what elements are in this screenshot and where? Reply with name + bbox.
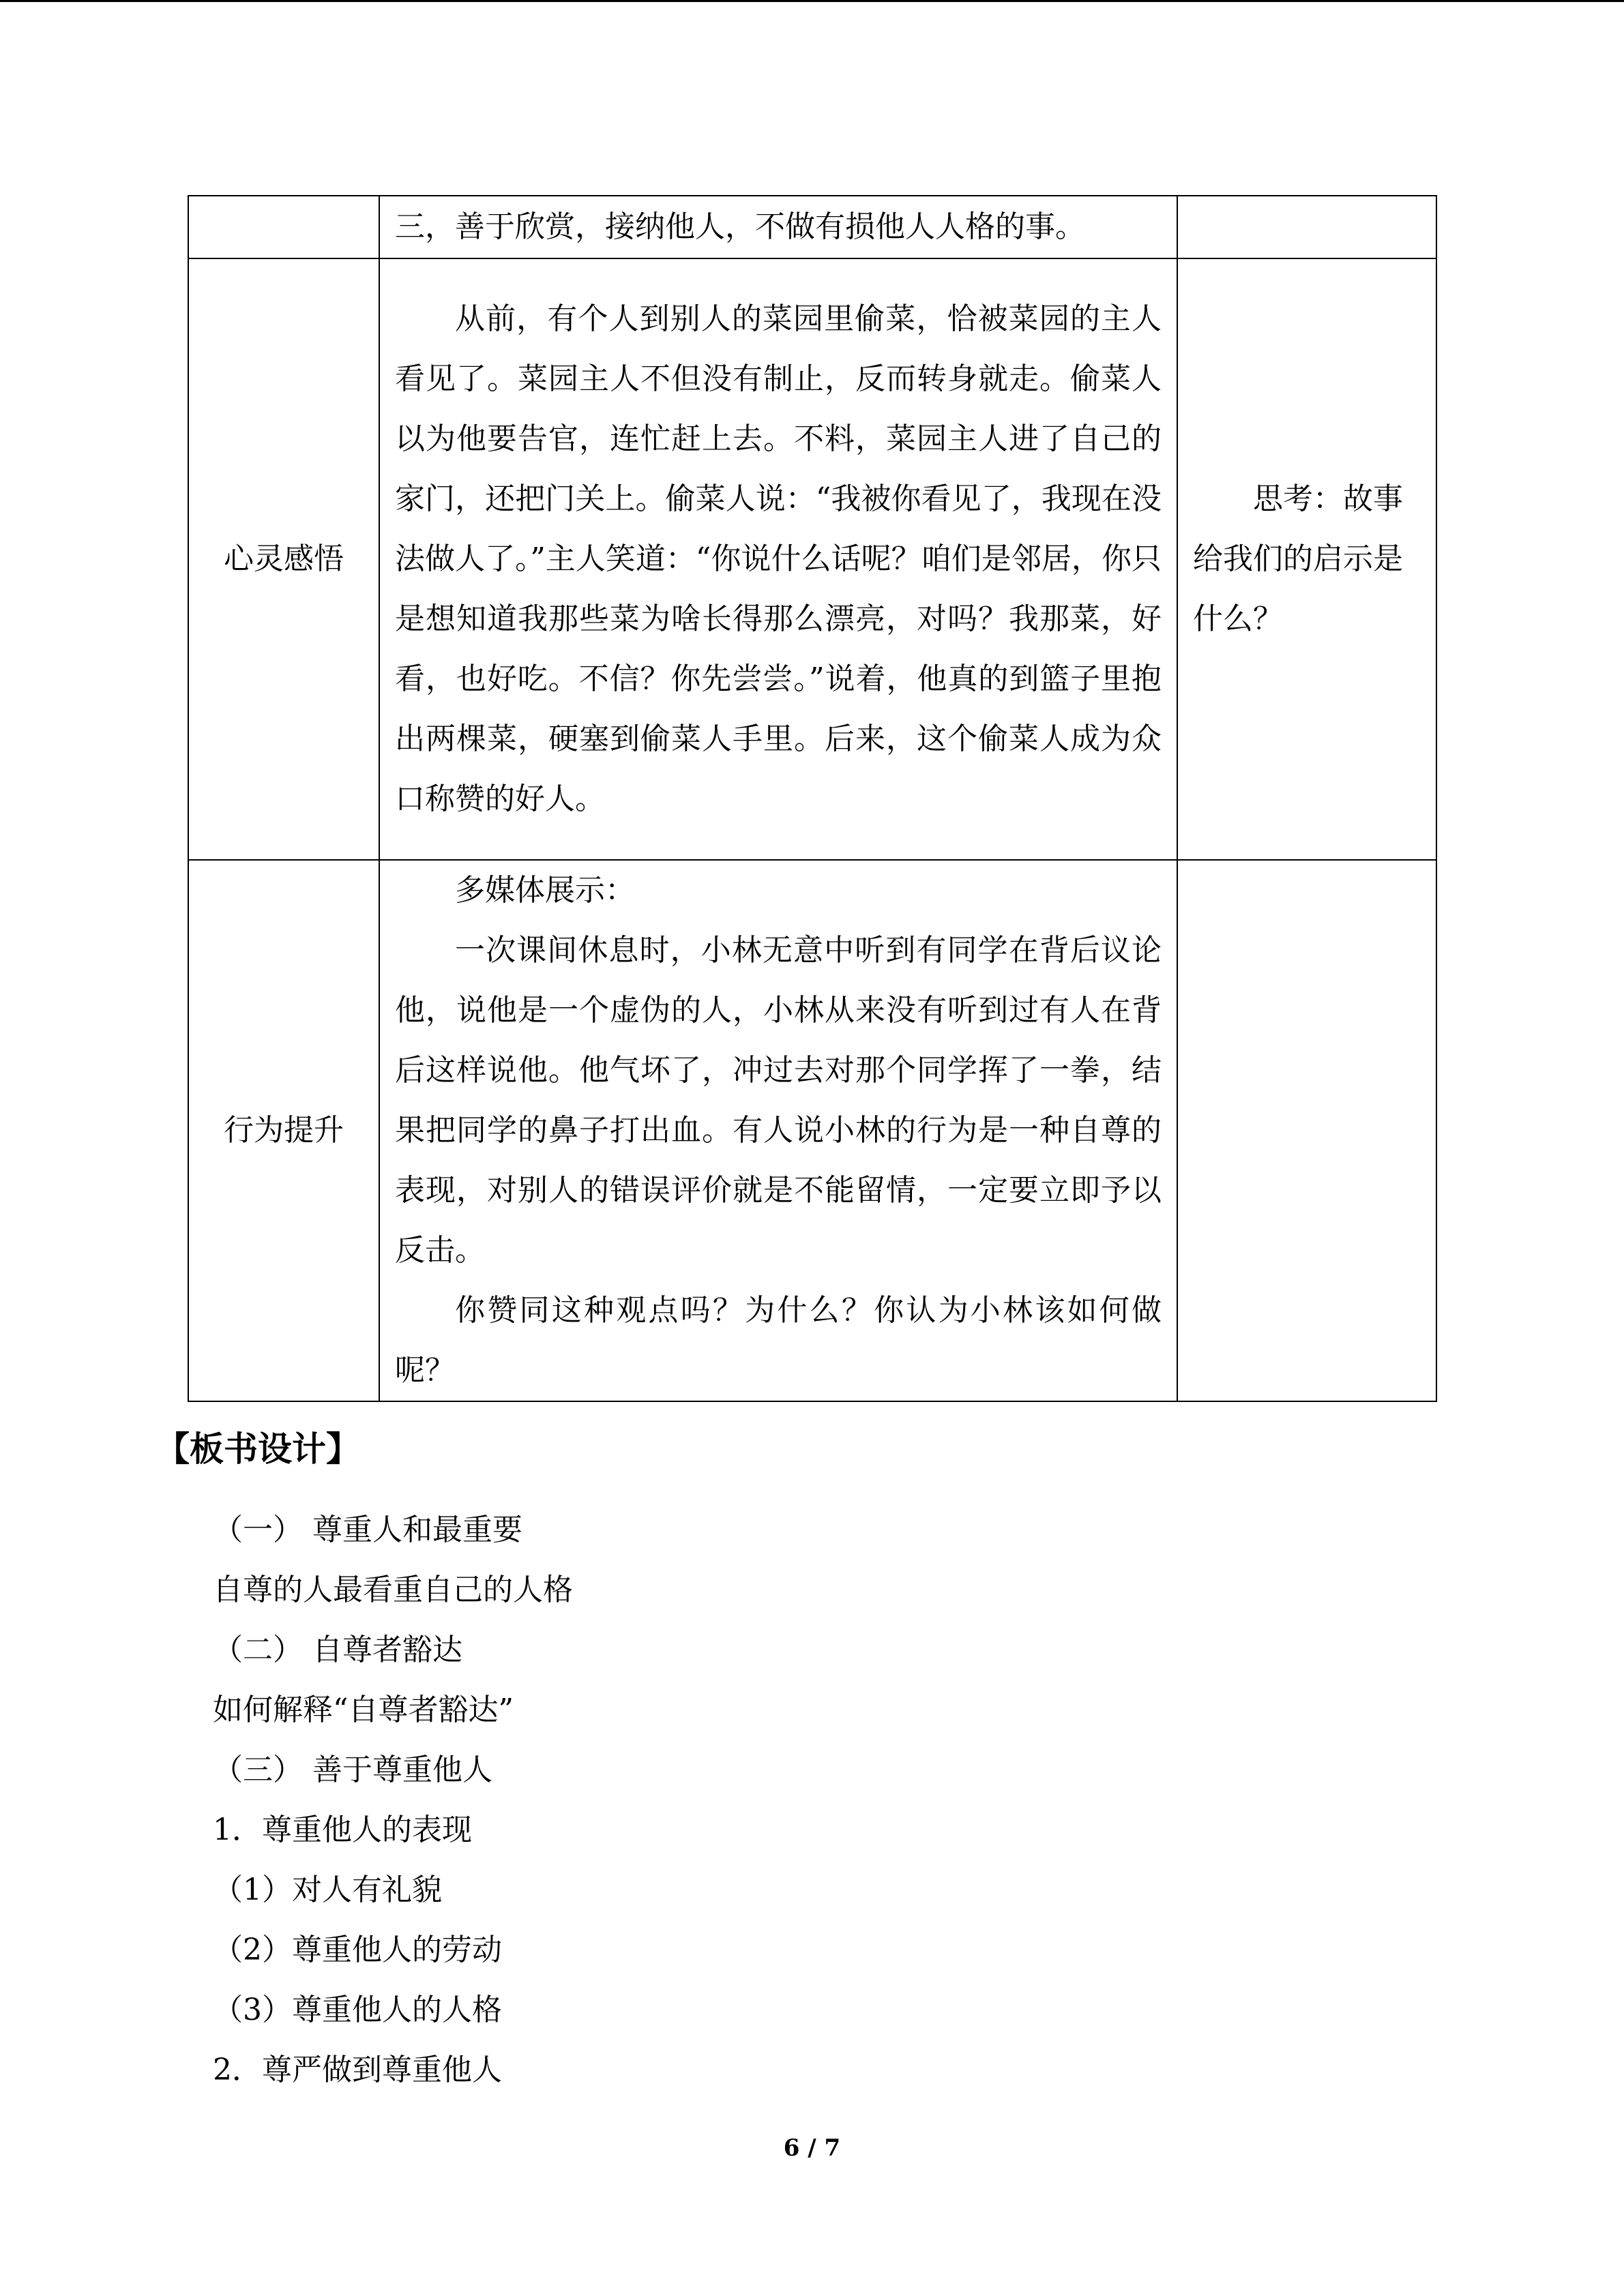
row-content <box>379 860 1177 1401</box>
note-text: 思考：故事给我们的启示是什么？ <box>1193 481 1403 636</box>
board-line: 1．尊重他人的表现 <box>213 1813 472 1847</box>
content-paragraph: 多媒体展示： <box>455 873 635 908</box>
row-content <box>379 196 1177 258</box>
table-row <box>188 258 1436 860</box>
table-row <box>188 860 1436 1401</box>
board-line: （3）尊重他人的人格 <box>213 1993 502 2027</box>
table-row <box>188 196 1436 258</box>
page-top-border <box>0 0 1624 2</box>
row-label: 行为提升 <box>188 860 379 1401</box>
board-line: （1）对人有礼貌 <box>213 1873 442 1907</box>
board-line: （二） 自尊者豁达 <box>213 1632 462 1667</box>
board-line: 2．尊严做到尊重他人 <box>213 2053 502 2087</box>
lesson-plan-table <box>188 195 1437 1402</box>
board-design-list <box>213 1500 1304 2100</box>
row-content <box>379 258 1177 860</box>
content-paragraph: 一次课间休息时，小林无意中听到有同学在背后议论他，说他是一个虚伪的人，小林从来没有听到过有人在背后这样说他。他气坏了，冲过去对那个同学挥了一拳，结果把同学的鼻子打出血。有人说小林的行为是一种自尊的表现，对别人的错误评价就是不能留情，一定要立即予以反击。 <box>395 933 1162 1268</box>
page-number: 6 / 7 <box>783 2134 841 2162</box>
row-label: 心灵感悟 <box>188 258 379 860</box>
row-label <box>188 196 379 258</box>
board-design-heading: 【板书设计】 <box>156 1429 360 1469</box>
row-note <box>1177 860 1436 1401</box>
board-line: 自尊的人最看重自己的人格 <box>213 1572 573 1607</box>
board-line: （一） 尊重人和最重要 <box>213 1512 522 1547</box>
board-line: 如何解释“自尊者豁达” <box>213 1693 514 1727</box>
row-note <box>1177 196 1436 258</box>
row-note <box>1177 258 1436 860</box>
content-paragraph: 三，善于欣赏，接纳他人，不做有损他人人格的事。 <box>395 209 1085 244</box>
board-line: （2）尊重他人的劳动 <box>213 1933 502 1967</box>
content-paragraph: 从前，有个人到别人的菜园里偷菜，恰被菜园的主人看见了。菜园主人不但没有制止，反而转身就走。偷菜人以为他要告官，连忙赶上去。不料，菜园主人进了自己的家门，还把门关上。偷菜人说：“我被你看见了，我现在没法做人了。”主人笑道：“你说什么话呢？咱们是邻居，你只是想知道我那些菜为啥长得那么漂亮，对吗？我那菜，好看，也好吃。不信？你先尝尝。”说着，他真的到篮子里抱出两棵菜，硬塞到偷菜人手里。后来，这个偷菜人成为众口称赞的好人。 <box>395 301 1162 816</box>
content-paragraph: 你赞同这种观点吗？为什么？你认为小林该如何做呢？ <box>395 1293 1162 1388</box>
board-line: （三） 善于尊重他人 <box>213 1753 492 1787</box>
